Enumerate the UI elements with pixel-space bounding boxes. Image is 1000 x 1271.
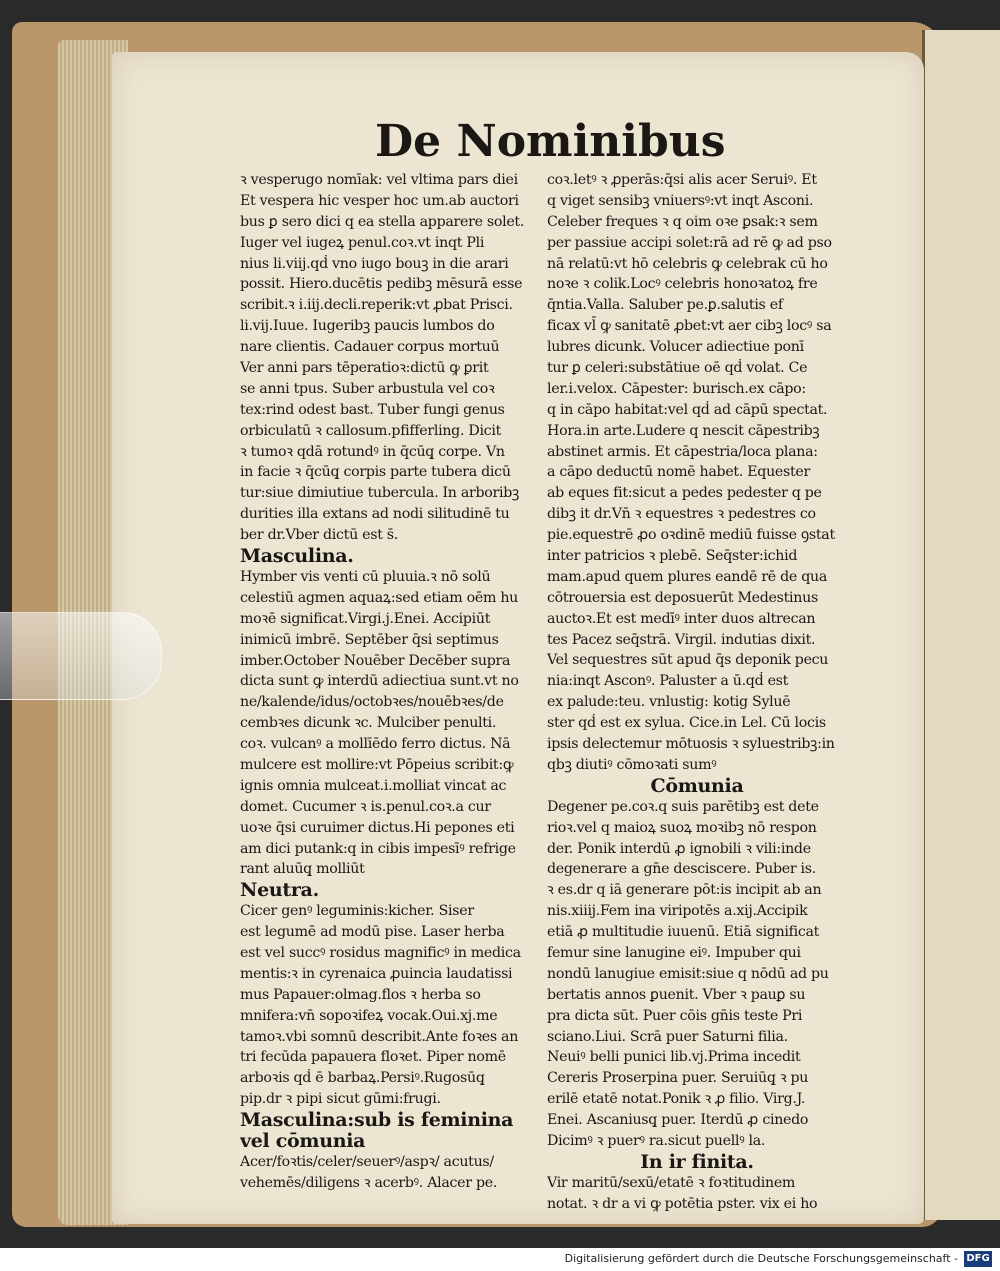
text-line: pie.equestrē ꝓo oꝛdinē mediū fuisse ꝯstat bbox=[547, 527, 835, 544]
section-heading: Masculina:sub is feminina bbox=[240, 1110, 514, 1132]
text-line: bertatis annos ꝑuenit. Vber ꝛ pauꝑ su bbox=[547, 986, 806, 1003]
text-line: rioꝛ.vel q maioꝝ suoꝝ moꝛibꝫ nō respon bbox=[547, 819, 817, 836]
text-line: nia:inqt Asconꝰ. Paluster a ū.qḋ est bbox=[547, 673, 789, 690]
section-heading: Cōmunia bbox=[650, 775, 744, 797]
text-line: arboꝛis qḋ ē barbaꝝ.Persiꝰ.Rugosūq̧ bbox=[240, 1070, 485, 1087]
text-line: coꝛ.letꝰ ꝛ ꝓperās:q̄si alis acer Seruiꝰ. Et bbox=[547, 172, 817, 188]
text-line: femur sine lanugine eiꝰ. Impuber qui bbox=[547, 944, 801, 961]
clear-bookmark-strip bbox=[0, 612, 162, 700]
text-line: Acer/foꝛtis/celer/seuerꝰ/aspꝛ/ acutus/ bbox=[240, 1153, 494, 1170]
text-line: uoꝛe q̄si curuimer dictus.Hi pepones eti bbox=[240, 819, 515, 836]
text-line: durities illa extans ad nodi silitudinē tu bbox=[240, 506, 510, 523]
text-line: nā relatū:vt hō celebris ꝙ celebrak cū ho bbox=[547, 255, 828, 272]
text-line: Cicer genꝰ leguminis:kicher. Siser bbox=[240, 903, 474, 920]
text-line: etiā ꝓ multitudie iuuenū. Etiā significat bbox=[547, 924, 820, 941]
text-line: ler.i.velox. Cāpester: burisch.ex cāpo: bbox=[547, 380, 806, 397]
text-line: bus ꝑ sero dici q ea stella apparere solet. bbox=[240, 213, 525, 230]
text-line: notat. ꝛ dr a vi ꝙ potētia pster. vix ei ho bbox=[547, 1195, 818, 1212]
right-text-column bbox=[547, 170, 847, 1215]
section-heading: Neutra. bbox=[240, 880, 319, 902]
text-line: ne/kalende/idus/octobꝛes/nouēbꝛes/de bbox=[240, 694, 504, 711]
dfg-logo-icon: DFG bbox=[964, 1251, 992, 1267]
text-line: am dici putank:q in cibis impesīꝰ refrige bbox=[240, 840, 516, 857]
text-line: est legumē ad modū pise. Laser herba bbox=[240, 924, 505, 941]
text-line: mam.apud quem plures eandē rē de qua bbox=[547, 568, 827, 585]
text-line: tur:siue dimiutiue tubercula. In arboribꝫ bbox=[240, 485, 519, 502]
section-heading: vel cōmunia bbox=[240, 1131, 366, 1152]
text-line: pra dicta sūt. Puer cōis gn̄is teste Pri bbox=[547, 1007, 803, 1024]
text-line: Vel sequestres sūt apud q̄s deponik pecu bbox=[547, 652, 829, 669]
text-line: inter patricios ꝛ plebē. Seq̄ster:ichid bbox=[547, 548, 798, 565]
text-line: domet. Cucumer ꝛ is.penul.coꝛ.a cur bbox=[240, 798, 491, 815]
text-line: cembꝛes dicunk ꝛc. Mulciber penulti. bbox=[240, 715, 497, 732]
text-line: Hymber vis venti cū pluuia.ꝛ nō solū bbox=[240, 568, 491, 585]
text-line: mulcere est mollire:vt Pōpeius scribit:ꝙ bbox=[240, 756, 514, 773]
section-heading: Masculina. bbox=[240, 546, 354, 567]
text-line: per passiue accipi solet:rā ad rē ꝙ ad pso bbox=[547, 234, 832, 251]
text-line: scribit.ꝛ i.iij.decli.reperik:vt ꝓbat Prisci. bbox=[240, 297, 513, 314]
text-line: q viget sensibꝫ vniuersꝰ:vt inqt Asconi. bbox=[547, 192, 814, 209]
text-line: cōtrouersia est deposuerūt Medestinus bbox=[547, 589, 818, 606]
text-line: moꝛē significat.Virgi.j.Enei. Accipiūt bbox=[240, 610, 491, 627]
text-line: ster qḋ est ex sylua. Cice.in Lel. Cū locis bbox=[547, 715, 826, 732]
footer-bar bbox=[0, 1248, 1000, 1271]
text-line: est vel succꝰ rosidus magnificꝰ in medica bbox=[240, 944, 521, 961]
text-line: dibꝫ it dr.Vn̄ ꝛ equestres ꝛ pedestres co bbox=[547, 506, 816, 523]
text-line: auctoꝛ.Et est medīꝰ inter duos altrecan bbox=[547, 610, 816, 627]
text-line: nis.xiiij.Fem ina viripotēs a.xij.Accipik bbox=[547, 903, 808, 920]
text-line: celestiū agmen aquaꝝ:sed etiam oēm hu bbox=[240, 589, 518, 606]
text-line: coꝛ. vulcanꝰ a mollīēdo ferro dictus. Nā bbox=[240, 736, 511, 753]
text-line: abstinet armis. Et cāpestria/loca plana: bbox=[547, 443, 818, 460]
text-line: rant aluūq̧ molliūt bbox=[240, 861, 365, 878]
text-line: mnifera:vn̄ sopoꝛifeꝝ vocak.Oui.xj.me bbox=[240, 1007, 498, 1024]
text-line: ignis omnia mulceat.i.molliat vincat ac bbox=[240, 777, 507, 794]
text-line: q in cāpo habitat:vel qḋ ad cāpū spectat. bbox=[547, 401, 828, 418]
text-line: Hora.in arte.Ludere q nescit cāpestribꝫ bbox=[547, 422, 820, 439]
text-line: ber dr.Vber dictū est s̄. bbox=[240, 527, 398, 544]
text-line: imber.October Nouēber Decēber supra bbox=[240, 652, 511, 669]
text-line: dicta sunt ꝙ interdū adiectiua sunt.vt no bbox=[240, 673, 519, 690]
text-line: mus Papauer:olmag.flos ꝛ herba so bbox=[240, 986, 481, 1003]
text-line: degenerare a gn̄e desciscere. Puber is. bbox=[547, 861, 816, 878]
funding-notice: Digitalisierung gefördert durch die Deutsche Forschungsgemeinschaft - bbox=[564, 1252, 958, 1265]
text-line: sciano.Liui. Scrā puer Saturni filia. bbox=[547, 1028, 788, 1045]
text-line: Cereris Proserpina puer. Seruiūq̧ ꝛ pu bbox=[547, 1070, 809, 1087]
facing-page bbox=[922, 30, 1000, 1220]
text-line: ipsis delectemur mōtuosis ꝛ syluestribꝫ:in bbox=[547, 736, 835, 753]
text-line: qbꝫ diutiꝰ cōmoꝛati sumꝰ bbox=[547, 756, 717, 773]
text-line: tur ꝑ celeri:substātiue oē qḋ volat. Ce bbox=[547, 360, 808, 377]
left-text-column bbox=[240, 170, 540, 1194]
text-line: Neuiꝰ belli punici lib.vj.Prima incedit bbox=[547, 1049, 801, 1066]
text-line: tri fecūda papauera floꝛet. Piper nomē bbox=[240, 1049, 506, 1066]
section-heading: In ir finita. bbox=[640, 1151, 754, 1173]
text-line: ꝛ es.dr q iā generare pōt:is incipit ab an bbox=[547, 882, 822, 899]
text-line: Vir maritū/sexū/etatē ꝛ foꝛtitudinem bbox=[547, 1174, 796, 1191]
text-line: lubres dicunk. Volucer adiectiue ponī bbox=[547, 339, 804, 356]
text-line: tex:rind odest bast. Tuber fungi genus bbox=[240, 401, 505, 418]
text-line: nondū lanugiue emisit:siue q nōdū ad pu bbox=[547, 965, 829, 982]
text-line: possit. Hiero.ducētis pedibꝫ mēsurā esse bbox=[240, 276, 523, 293]
text-line: Enei. Ascaniusq̧ puer. Iterdū ꝓ cinedo bbox=[547, 1112, 809, 1129]
text-line: nare clientis. Cadauer corpus mortuū bbox=[240, 339, 500, 356]
text-line: pip.dr ꝛ pipi sicut gūmi:frugi. bbox=[240, 1091, 441, 1108]
text-line: inimicū imbrē. Septēber q̄si septimus bbox=[240, 631, 499, 648]
text-line: li.vij.Iuue. Iugeribꝫ paucis lumbos do bbox=[240, 318, 495, 335]
text-line: ab eques fit:sicut a pedes pedester q pe bbox=[547, 485, 822, 502]
text-line: tamoꝛ.vbi somnū describit.Ante foꝛes an bbox=[240, 1028, 519, 1045]
text-line: ficax vl̄ ꝙ sanitatē ꝓbet:vt aer cibꝫ locꝰ sa bbox=[547, 318, 832, 335]
text-line: Et vespera hic vesper hoc um.ab auctori bbox=[240, 192, 519, 209]
text-line: orbiculatū ꝛ callosum.pfifferling. Dicit bbox=[240, 422, 501, 439]
text-line: q̄ntia.Valla. Saluber pe.ꝑ.salutis ef bbox=[547, 297, 783, 314]
text-line: Celeber freques ꝛ q oim oꝛe ꝑsak:ꝛ sem bbox=[547, 213, 818, 230]
text-line: Dicimꝰ ꝛ puerꝰ ra.sicut puellꝰ la. bbox=[547, 1132, 766, 1149]
page-heading: De Nominibus bbox=[375, 116, 726, 167]
text-line: erilē etatē notat.Ponik ꝛ ꝓ filio. Virg.J. bbox=[547, 1091, 806, 1108]
text-line: mentis:ꝛ in cyrenaica ꝓuincia laudatissi bbox=[240, 965, 513, 982]
text-line: tes Pacez seq̄strā. Virgil. indutias dixit. bbox=[547, 631, 816, 648]
text-line: a cāpo deductū nomē habet. Equester bbox=[547, 464, 810, 481]
text-line: in facie ꝛ q̄cūq̧ corpis parte tubera dicū bbox=[240, 464, 511, 481]
text-line: ex palude:teu. vnlustig: kotig Syluē bbox=[547, 694, 791, 711]
text-line: ꝛ vesperugo nomīak: vel vltima pars diei bbox=[240, 172, 518, 188]
text-line: noꝛe ꝛ colik.Locꝰ celebris honoꝛatoꝝ fre bbox=[547, 276, 818, 293]
text-line: der. Ponik interdū ꝓ ignobili ꝛ vili:inde bbox=[547, 840, 811, 857]
text-line: ꝛ tumoꝛ qdā rotundꝰ in q̄cūq̧ corpe. Vn bbox=[240, 443, 505, 460]
text-line: Iuger vel iugeꝝ penul.coꝛ.vt inqt Pli bbox=[240, 234, 485, 251]
text-line: Degener pe.coꝛ.q suis parētibꝫ est dete bbox=[547, 798, 819, 815]
text-line: Ver anni pars tēperatioꝛ:dictū ꝙ ꝑrit bbox=[240, 360, 489, 377]
text-line: vehemēs/diligens ꝛ acerbꝰ. Alacer pe. bbox=[240, 1174, 498, 1191]
text-line: nius li.viij.qḋ vno iugo bouꝫ in die arari bbox=[240, 255, 509, 272]
text-line: se anni tpus. Suber arbustula vel coꝛ bbox=[240, 380, 495, 397]
